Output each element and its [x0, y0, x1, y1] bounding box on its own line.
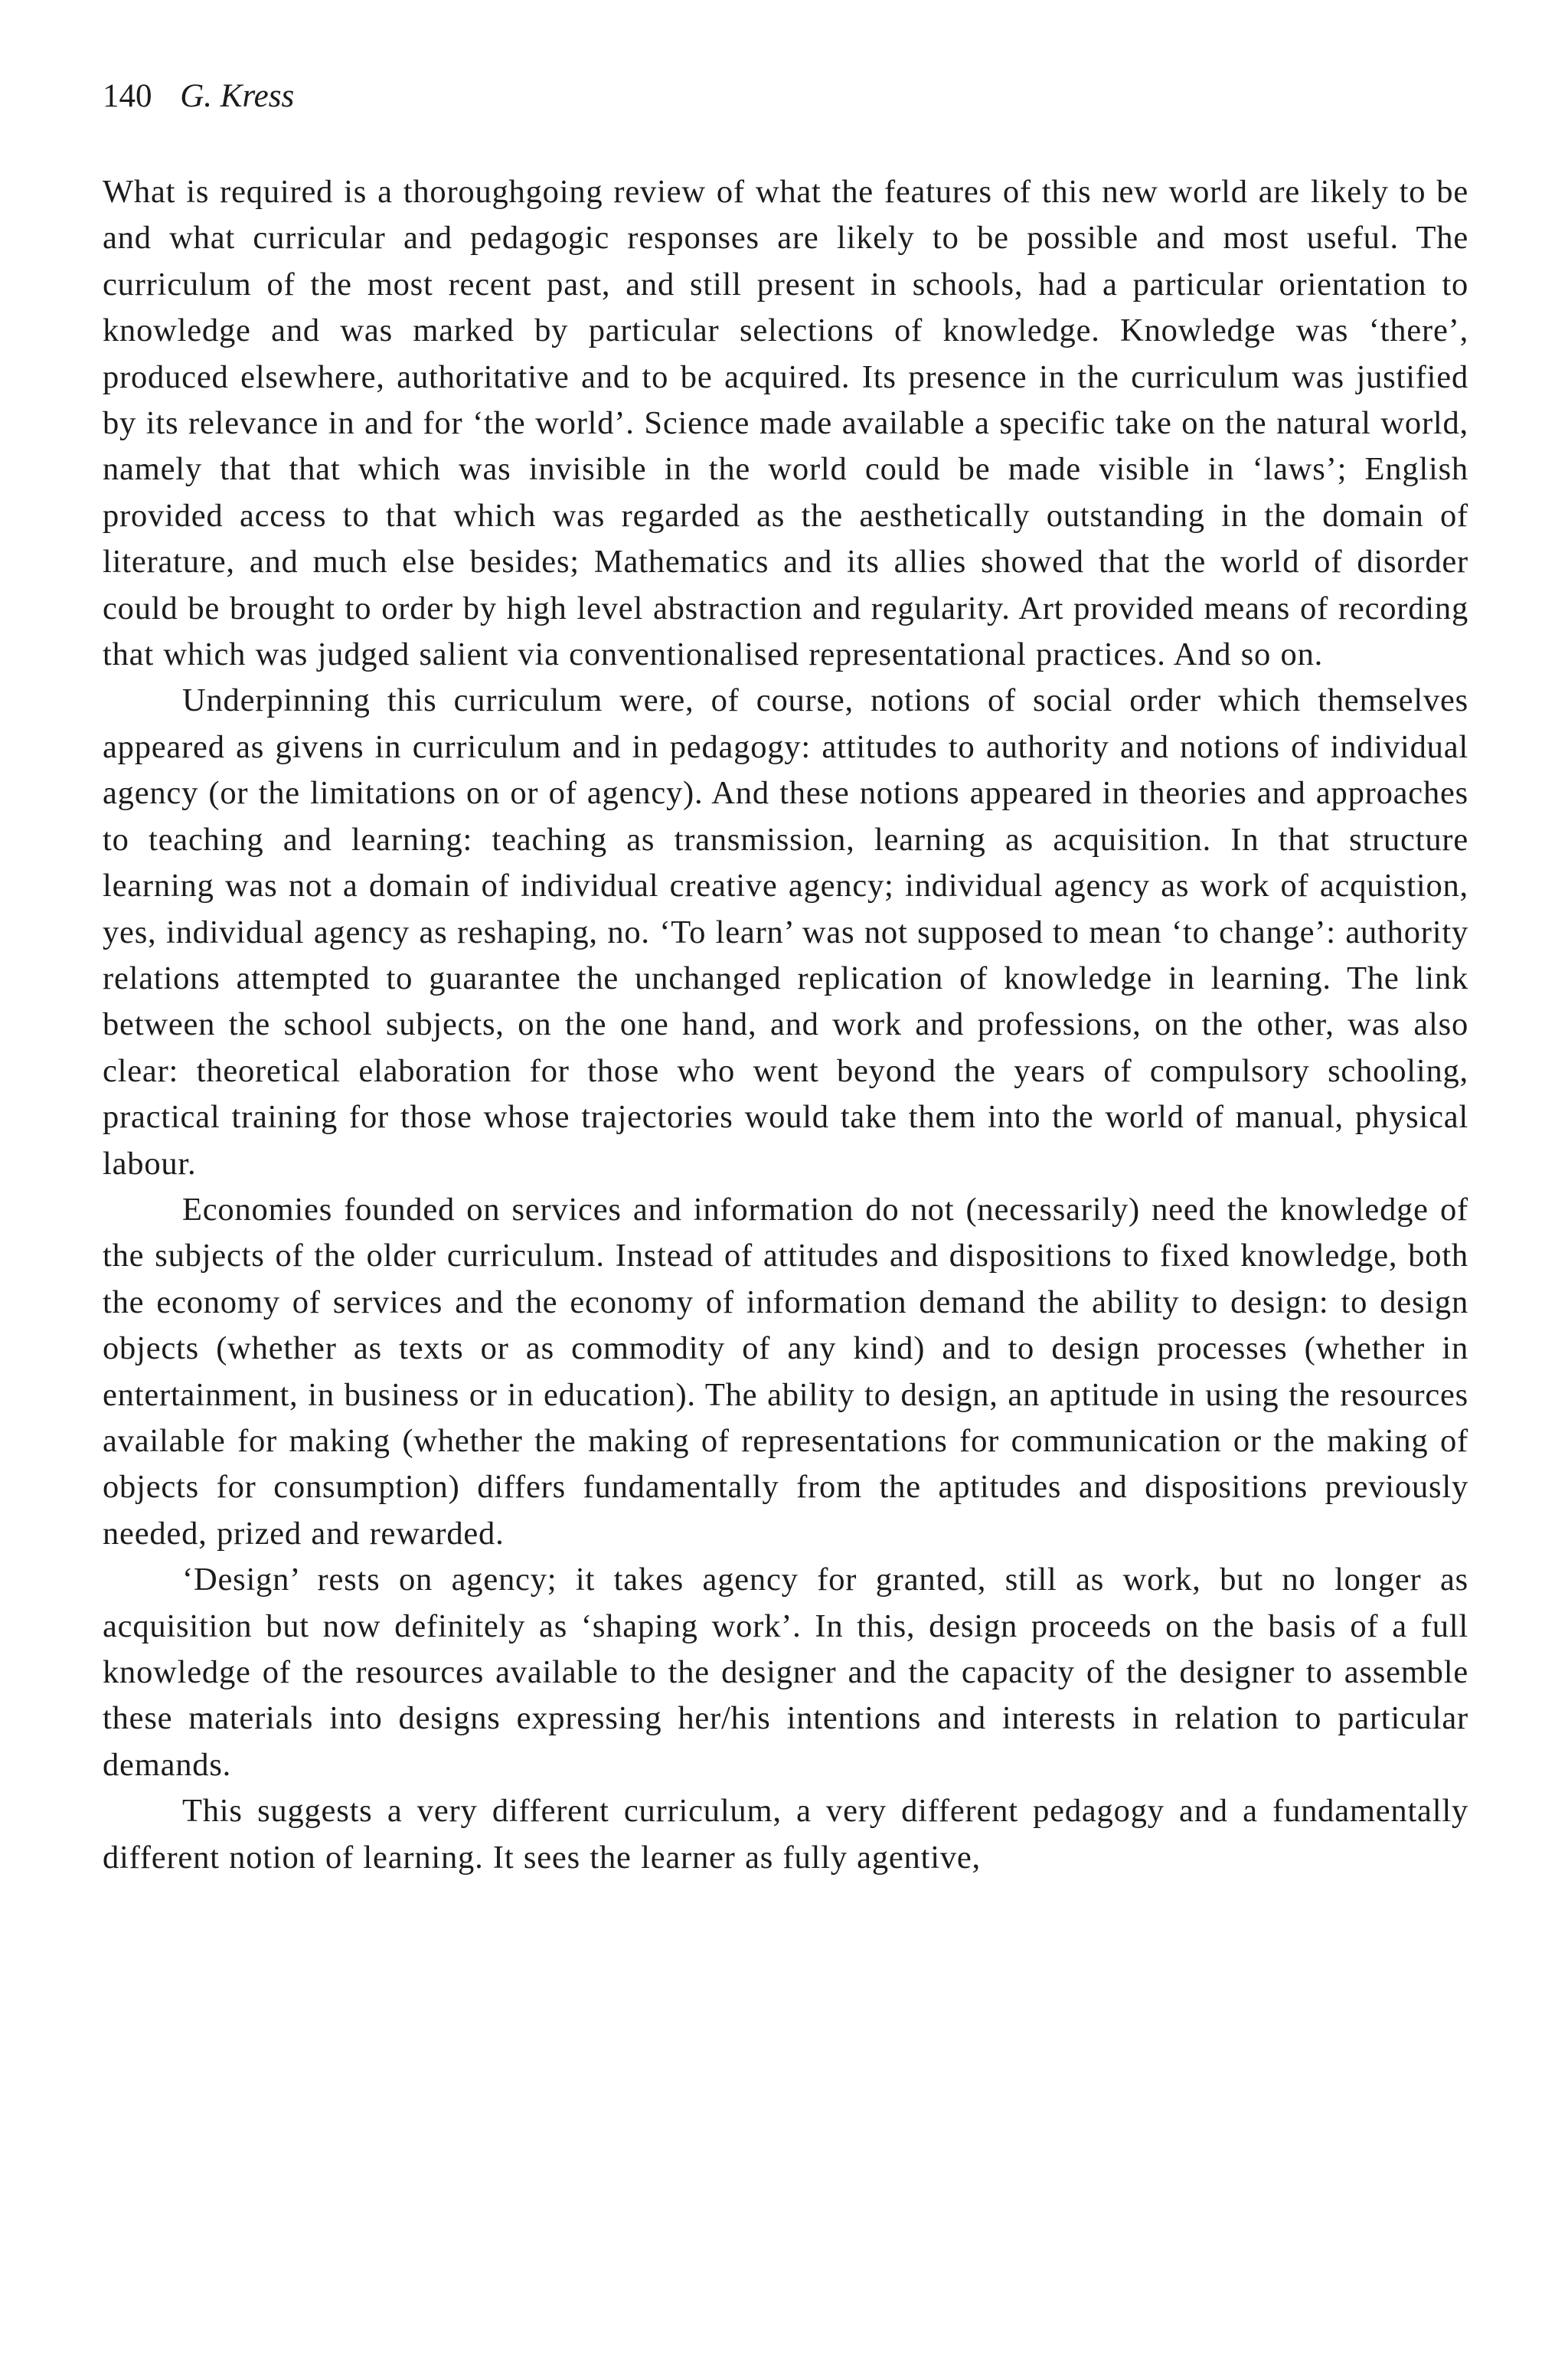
paragraph-5: This suggests a very different curriculum, a very different pedagogy and a fundamentally different notion of learning. It sees the learner as fully agentive, — [103, 1793, 1468, 1876]
body-text — [103, 169, 1468, 1881]
running-head — [103, 74, 294, 119]
paragraph-2: Underpinning this curriculum were, of course, notions of social order which themselves appeared as givens in curriculum and in pedagogy: attitudes to authority and notions of individual agency (or the limitations on or of agency). And these notions appeared in theories and approaches to teaching and learning: teaching as transmission, learning as acquisition. In that structure learning was not a domain of individual creative agency; individual agency as work of acquistion, yes, individual agency as reshaping, no. ‘To learn’ was not supposed to mean ‘to change’: authority relations attempted to guarantee the unchanged replication of knowledge in learning. The link between the school subjects, on the one hand, and work and professions, on the other, was also clear: theoretical elaboration for those who went beyond the years of compulsory schooling, practical training for those whose trajectories would take them into the world of manual, physical labour. — [103, 682, 1468, 1182]
paragraph-3: Economies founded on services and information do not (necessarily) need the knowledge of the subjects of the older curriculum. Instead of attitudes and dispositions to fixed knowledge, both the economy of services and the economy of information demand the ability to design: to design objects (whether as texts or as commodity of any kind) and to design processes (whether in entertainment, in business or in education). The ability to design, an aptitude in using the resources available for making (whether the making of representations for communication or the making of objects for consumption) differs fundamentally from the aptitudes and dispositions previously needed, prized and rewarded. — [103, 1191, 1468, 1552]
paragraph-4: ‘Design’ rests on agency; it takes agency for granted, still as work, but no longer as acquisition but now definitely as ‘shaping work’. In this, design proceeds on the basis of a full knowledge of the resources available to the designer and the capacity of the designer to assemble these materials into designs expressing her/his intentions and interests in relation to particular demands. — [103, 1562, 1468, 1783]
page-number: 140 — [103, 78, 152, 114]
paragraph-1: What is required is a thoroughgoing review of what the features of this new world are likely to be and what curricular and pedagogic responses are likely to be possible and most useful. The curriculum of the most recent past, and still present in schools, had a particular orientation to knowledge and was marked by particular selections of knowledge. Knowledge was ‘there’, produced elsewhere, authoritative and to be acquired. Its presence in the curriculum was justified by its relevance in and for ‘the world’. Science made available a specific take on the natural world, namely that that which was invisible in the world could be made visible in ‘laws’; English provided access to that which was regarded as the aesthetically outstanding in the domain of literature, and much else besides; Mathematics and its allies showed that the world of disorder could be brought to order by high level abstraction and regularity. Art provided means of recording that which was judged salient via conventionalised representational practices. And so on. — [103, 174, 1468, 673]
running-head-author: G. Kress — [180, 78, 295, 114]
